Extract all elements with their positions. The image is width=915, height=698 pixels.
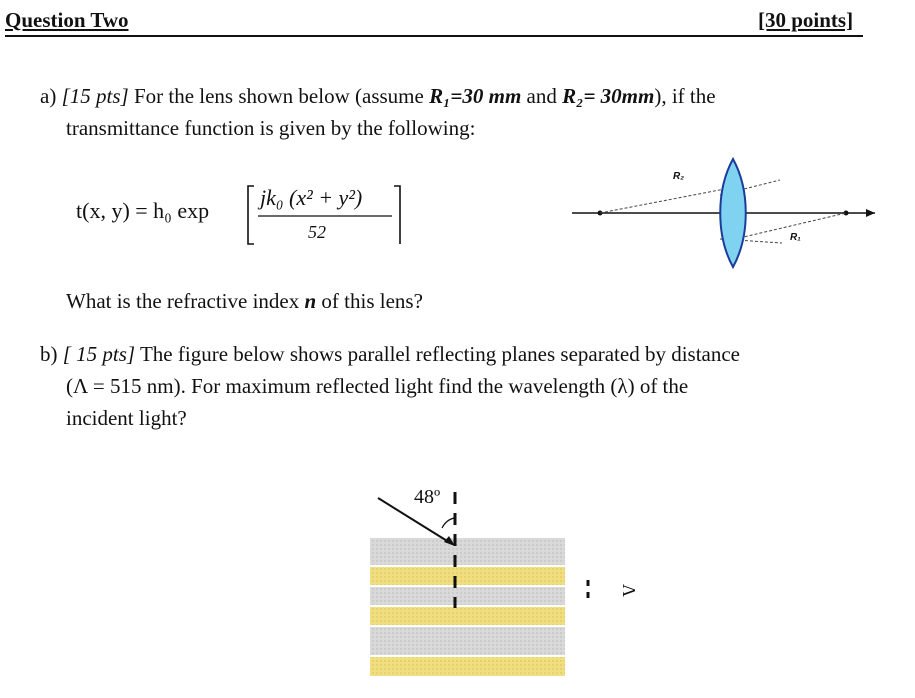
lens-label-r2: R₂ [673, 171, 685, 182]
header-rule [5, 35, 863, 37]
lens-label-r1: R₁ [790, 232, 801, 243]
part-a-n: n [304, 289, 317, 313]
transmittance-formula [76, 180, 436, 260]
part-a-r1: R₁=30 mm [429, 84, 522, 108]
part-b-line2: (Λ = 515 nm). For maximum reflected light find the wavelength (λ) of the [66, 374, 689, 398]
part-b-text1: The figure below shows parallel reflecting planes separated by distance [135, 342, 740, 366]
lens-drawing [570, 155, 880, 275]
part-a-label: a) [40, 84, 57, 108]
question-title: Question Two [5, 8, 129, 32]
lens-diagram [570, 155, 880, 275]
part-a-points: [15 pts] [61, 84, 129, 108]
formula-lhs: t(x, y) = h₀ exp [76, 198, 210, 223]
formula-numerator: jk₀ (x² + y²) [260, 185, 363, 210]
part-a-question-text: What is the refractive index [66, 289, 305, 313]
part-a-text1: For the lens shown below (assume [128, 84, 430, 108]
part-a-question [66, 285, 423, 317]
part-a-r2: R₂= 30mm [562, 84, 655, 108]
part-a-line2: transmittance function is given by the following: [66, 116, 476, 140]
formula-denominator: 52 [308, 222, 326, 242]
lambda-label: Λ [619, 583, 640, 598]
part-b-line3: incident light? [66, 406, 187, 430]
question-points: [30 points] [758, 8, 854, 32]
part-a-question-end: of this lens? [316, 289, 423, 313]
angle-label: 48º [414, 486, 441, 508]
planes-drawing [360, 480, 660, 690]
part-a-and: and [521, 84, 563, 108]
part-a-line1 [40, 80, 716, 112]
part-b-line1 [40, 338, 740, 370]
reflecting-planes-diagram [360, 480, 660, 690]
part-a-text2: ), if the [654, 84, 716, 108]
part-b-label: b) [40, 342, 58, 366]
part-b-points: [ 15 pts] [62, 342, 136, 366]
